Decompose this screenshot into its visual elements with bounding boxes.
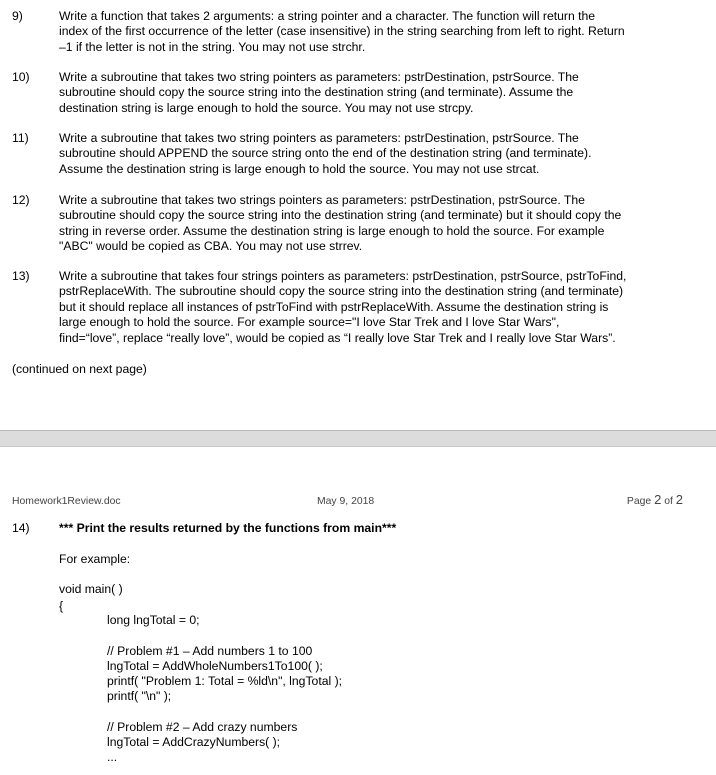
page-current: 2 — [654, 492, 662, 507]
question-number: 13) — [12, 269, 30, 283]
header-date: May 9, 2018 — [317, 496, 375, 507]
text-line: Assume the destination string is large enough to hold the source. You may not use strcat. — [59, 161, 540, 176]
text-line: subroutine should copy the source string into the destination string (and terminate). Assume the — [59, 85, 574, 100]
text-line: Write a subroutine that takes two string pointers as parameters: pstrDestination, pstrSource. The — [59, 131, 579, 145]
question-text — [59, 9, 685, 55]
question-number: 10) — [12, 70, 30, 84]
code-ellipsis: ... — [107, 750, 118, 764]
code-line: printf( "Problem 1: Total = %ld\n", lngTotal ); — [107, 674, 343, 688]
for-example-label: For example: — [59, 552, 131, 566]
code-main-signature: void main( ) — [59, 582, 123, 596]
document-page-2 — [0, 447, 716, 775]
text-line: index of the first occurrence of the letter (case insensitive) in the string searching from left to right. Return — [59, 24, 625, 39]
code-line: lngTotal = AddCrazyNumbers( ); — [107, 735, 281, 749]
code-line: lngTotal = AddWholeNumbers1To100( ); — [107, 659, 323, 673]
question-number: 11) — [12, 131, 29, 145]
question-text — [59, 269, 685, 346]
page-label: Page — [626, 496, 652, 507]
page-break-gap — [0, 430, 716, 447]
header-filename: Homework1Review.doc — [12, 496, 121, 507]
code-line: printf( "\n" ); — [107, 689, 172, 703]
question-title: *** Print the results returned by the functions from main*** — [59, 521, 397, 535]
text-line: destination string is large enough to hold the source. You may not use strcpy. — [59, 100, 474, 115]
code-comment-2: // Problem #2 – Add crazy numbers — [107, 720, 298, 734]
text-line: pstrReplaceWith. The subroutine should copy the source string into the destination string (and terminate) — [59, 284, 624, 299]
text-line: Write a subroutine that takes four strings pointers as parameters: pstrDestination, pstrSource, pstrToFind, — [59, 269, 627, 283]
question-number: 9) — [12, 9, 23, 23]
text-line: string in reverse order. Assume the destination string is large enough to hold the source. For example — [59, 223, 605, 238]
code-comment-1: // Problem #1 – Add numbers 1 to 100 — [107, 644, 313, 658]
question-text — [59, 131, 685, 177]
text-line: "ABC" would be copied as CBA. You may not use strrev. — [59, 239, 363, 254]
text-line: Write a subroutine that takes two strings pointers as parameters: pstrDestination, pstrSource. The — [59, 193, 585, 207]
question-number: 14) — [12, 521, 30, 535]
page-total: 2 — [675, 492, 683, 507]
question-text — [59, 70, 685, 116]
text-line: subroutine should copy the source string into the destination string (and terminate) but it should copy the — [59, 208, 622, 223]
text-line: subroutine should APPEND the source string onto the end of the destination string (and terminate). — [59, 146, 592, 161]
text-line: Write a function that takes 2 arguments: a string pointer and a character. The function will return the — [59, 9, 596, 23]
continued-note: (continued on next page) — [12, 362, 147, 376]
text-line: Write a subroutine that takes two string pointers as parameters: pstrDestination, pstrSource. The — [59, 70, 579, 84]
code-declaration: long lngTotal = 0; — [107, 613, 200, 627]
question-text — [59, 193, 685, 255]
code-open-brace: { — [59, 599, 64, 613]
text-line: large enough to hold the source. For example source="I love Star Trek and I love Star Wars", — [59, 315, 560, 330]
header-page-number — [627, 492, 683, 509]
text-line: –1 if the letter is not in the string. You may not use strchr. — [59, 39, 366, 54]
text-line: but it should replace all instances of pstrToFind with pstrReplaceWith. Assume the destination string is — [59, 299, 609, 314]
text-line: find=“love”, replace “really love”, would be copied as “I really love Star Trek and I really love Star Wars”. — [59, 330, 616, 345]
page-of-label: of — [664, 496, 673, 507]
question-text — [59, 521, 685, 536]
question-number: 12) — [12, 193, 30, 207]
